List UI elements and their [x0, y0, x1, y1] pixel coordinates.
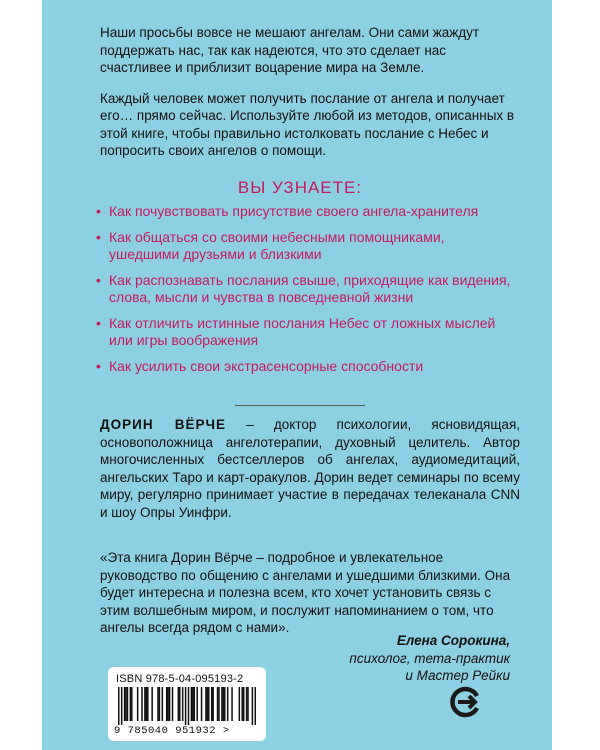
learn-item-text: Как общаться со своими небесными помощниками, ушедшими друзьями и близкими: [109, 228, 445, 262]
author-bio-text: – доктор психологии, ясновидящая, основоположница ангелотерапии, духовный целитель. Автор многочисленных бестселлеров об ангелах, аудиомедитаций, ангельских Таро и карт-оракулов. Дорин ведет семинары по всему миру, регулярно принимает участие в передачах телеканала CNN и шоу Опры Уинфри.: [100, 417, 521, 520]
barcode-bar: [192, 687, 194, 721]
learn-list-item: [96, 272, 516, 307]
intro-text: [100, 24, 520, 173]
learn-list-item: [96, 358, 516, 376]
learn-section-title: ВЫ УЗНАЕТЕ:: [237, 178, 363, 197]
barcode-bar: [218, 687, 220, 721]
author-bio: [100, 416, 520, 522]
barcode-bar: [208, 687, 210, 721]
barcode-panel: [108, 667, 266, 741]
barcode-bar: [255, 687, 256, 725]
intro-paragraph-1: Наши просьбы вовсе не мешают ангелам. Они сами жаждут поддержать нас, так как надеются, что это сделает нас счастливее и приблизит воцарение мира на Земле.: [100, 25, 480, 75]
barcode-bar: [196, 687, 198, 721]
barcode-bar: [252, 687, 254, 725]
barcode-bar: [151, 687, 153, 721]
barcode-bar: [241, 687, 243, 721]
barcode-bar: [224, 687, 226, 721]
author-name: ДОРИН ВЁРЧЕ: [100, 417, 227, 432]
barcode-bar: [172, 687, 174, 721]
barcode-bar: [166, 687, 168, 721]
learn-list-item: [96, 203, 516, 221]
barcode-bar: [191, 687, 193, 721]
barcode-bar: [127, 687, 129, 721]
learn-list-item: [96, 229, 516, 264]
barcode-bar: [227, 687, 229, 721]
barcode-bar: [205, 687, 207, 721]
barcode-bar: [124, 687, 126, 721]
barcode-bar: [146, 687, 148, 721]
intro-paragraph-2: Каждый человек может получить послание от ангела и получает его… прямо сейчас. Используйте любой из методов, описанных в этой книге, чтобы правильно истолковать послание с Небес и попросить своих ангелов о помощи.: [100, 90, 515, 158]
barcode-bar: [217, 687, 219, 721]
barcode-bar: [194, 687, 196, 721]
barcode-bar: [182, 687, 184, 721]
barcode-bar: [223, 687, 225, 721]
barcode-bar: [231, 687, 233, 721]
barcode-bar: [243, 687, 245, 721]
barcode-bar: [207, 687, 209, 721]
bullet-icon: •: [96, 314, 101, 331]
learn-item-text: Как усилить свои экстрасенсорные способности: [109, 357, 424, 374]
eksmo-logo-icon: [448, 685, 482, 719]
learn-list-item: [96, 315, 516, 350]
barcode-bar: [212, 687, 214, 721]
reviewer-role-1: психолог, тета-практик: [349, 650, 510, 666]
section-divider: [235, 405, 365, 406]
barcode-bar: [162, 687, 164, 721]
reviewer-name: Елена Сорокина,: [396, 633, 510, 648]
ean-digits: 9 785040 951932 >: [114, 725, 230, 737]
review-quote: «Эта книга Дорин Вёрче – подробное и увлекательное руководство по общению с ангелами и ушедшими близкими. Она будет интересна и полезна всем, кто хочет установить связь с этим волшебным миром, и послужит напоминанием о том, что ангелы всегда рядом с нами».: [100, 550, 511, 635]
barcode-bar: [121, 687, 123, 725]
barcode-bar: [147, 687, 149, 721]
barcode-bar: [179, 687, 181, 721]
barcode-bar: [188, 687, 190, 725]
barcode-bar: [144, 687, 146, 721]
barcode-icon: [118, 687, 256, 725]
barcode-bar: [185, 687, 187, 725]
learn-item-text: Как почувствовать присутствие своего ангела-хранителя: [109, 203, 479, 219]
learn-item-text: Как распознавать послания свыше, приходящие как видения, слова, мысли и чувства в повседневной жизни: [109, 271, 511, 305]
learn-list: [96, 203, 516, 383]
barcode-bar: [239, 687, 241, 721]
barcode-bar: [159, 687, 161, 721]
barcode-bar: [221, 687, 223, 721]
barcode-bar: [211, 687, 213, 721]
barcode-bar: [178, 687, 180, 721]
quote-signature: [349, 632, 510, 685]
barcode-bar: [137, 687, 139, 721]
barcode-bar: [131, 687, 133, 721]
barcode-bar: [141, 687, 143, 721]
bullet-icon: •: [96, 271, 101, 288]
barcode-bar: [130, 687, 132, 721]
bullet-icon: •: [96, 228, 101, 245]
barcode-bar: [246, 687, 248, 721]
barcode-bar: [167, 687, 169, 721]
barcode-bar: [201, 687, 203, 721]
bullet-icon: •: [96, 357, 101, 374]
barcode-bar: [169, 687, 171, 721]
learn-item-text: Как отличить истинные послания Небес от ложных мыслей или игры воображения: [109, 314, 496, 348]
isbn-label: ISBN 978-5-04-095193-2: [116, 673, 244, 685]
barcode-bar: [157, 687, 159, 721]
reviewer-role-2: и Мастер Рейки: [405, 668, 510, 683]
bullet-icon: •: [96, 203, 101, 219]
barcode-bar: [118, 687, 120, 725]
barcode-bar: [125, 687, 127, 721]
barcode-bar: [247, 687, 249, 721]
